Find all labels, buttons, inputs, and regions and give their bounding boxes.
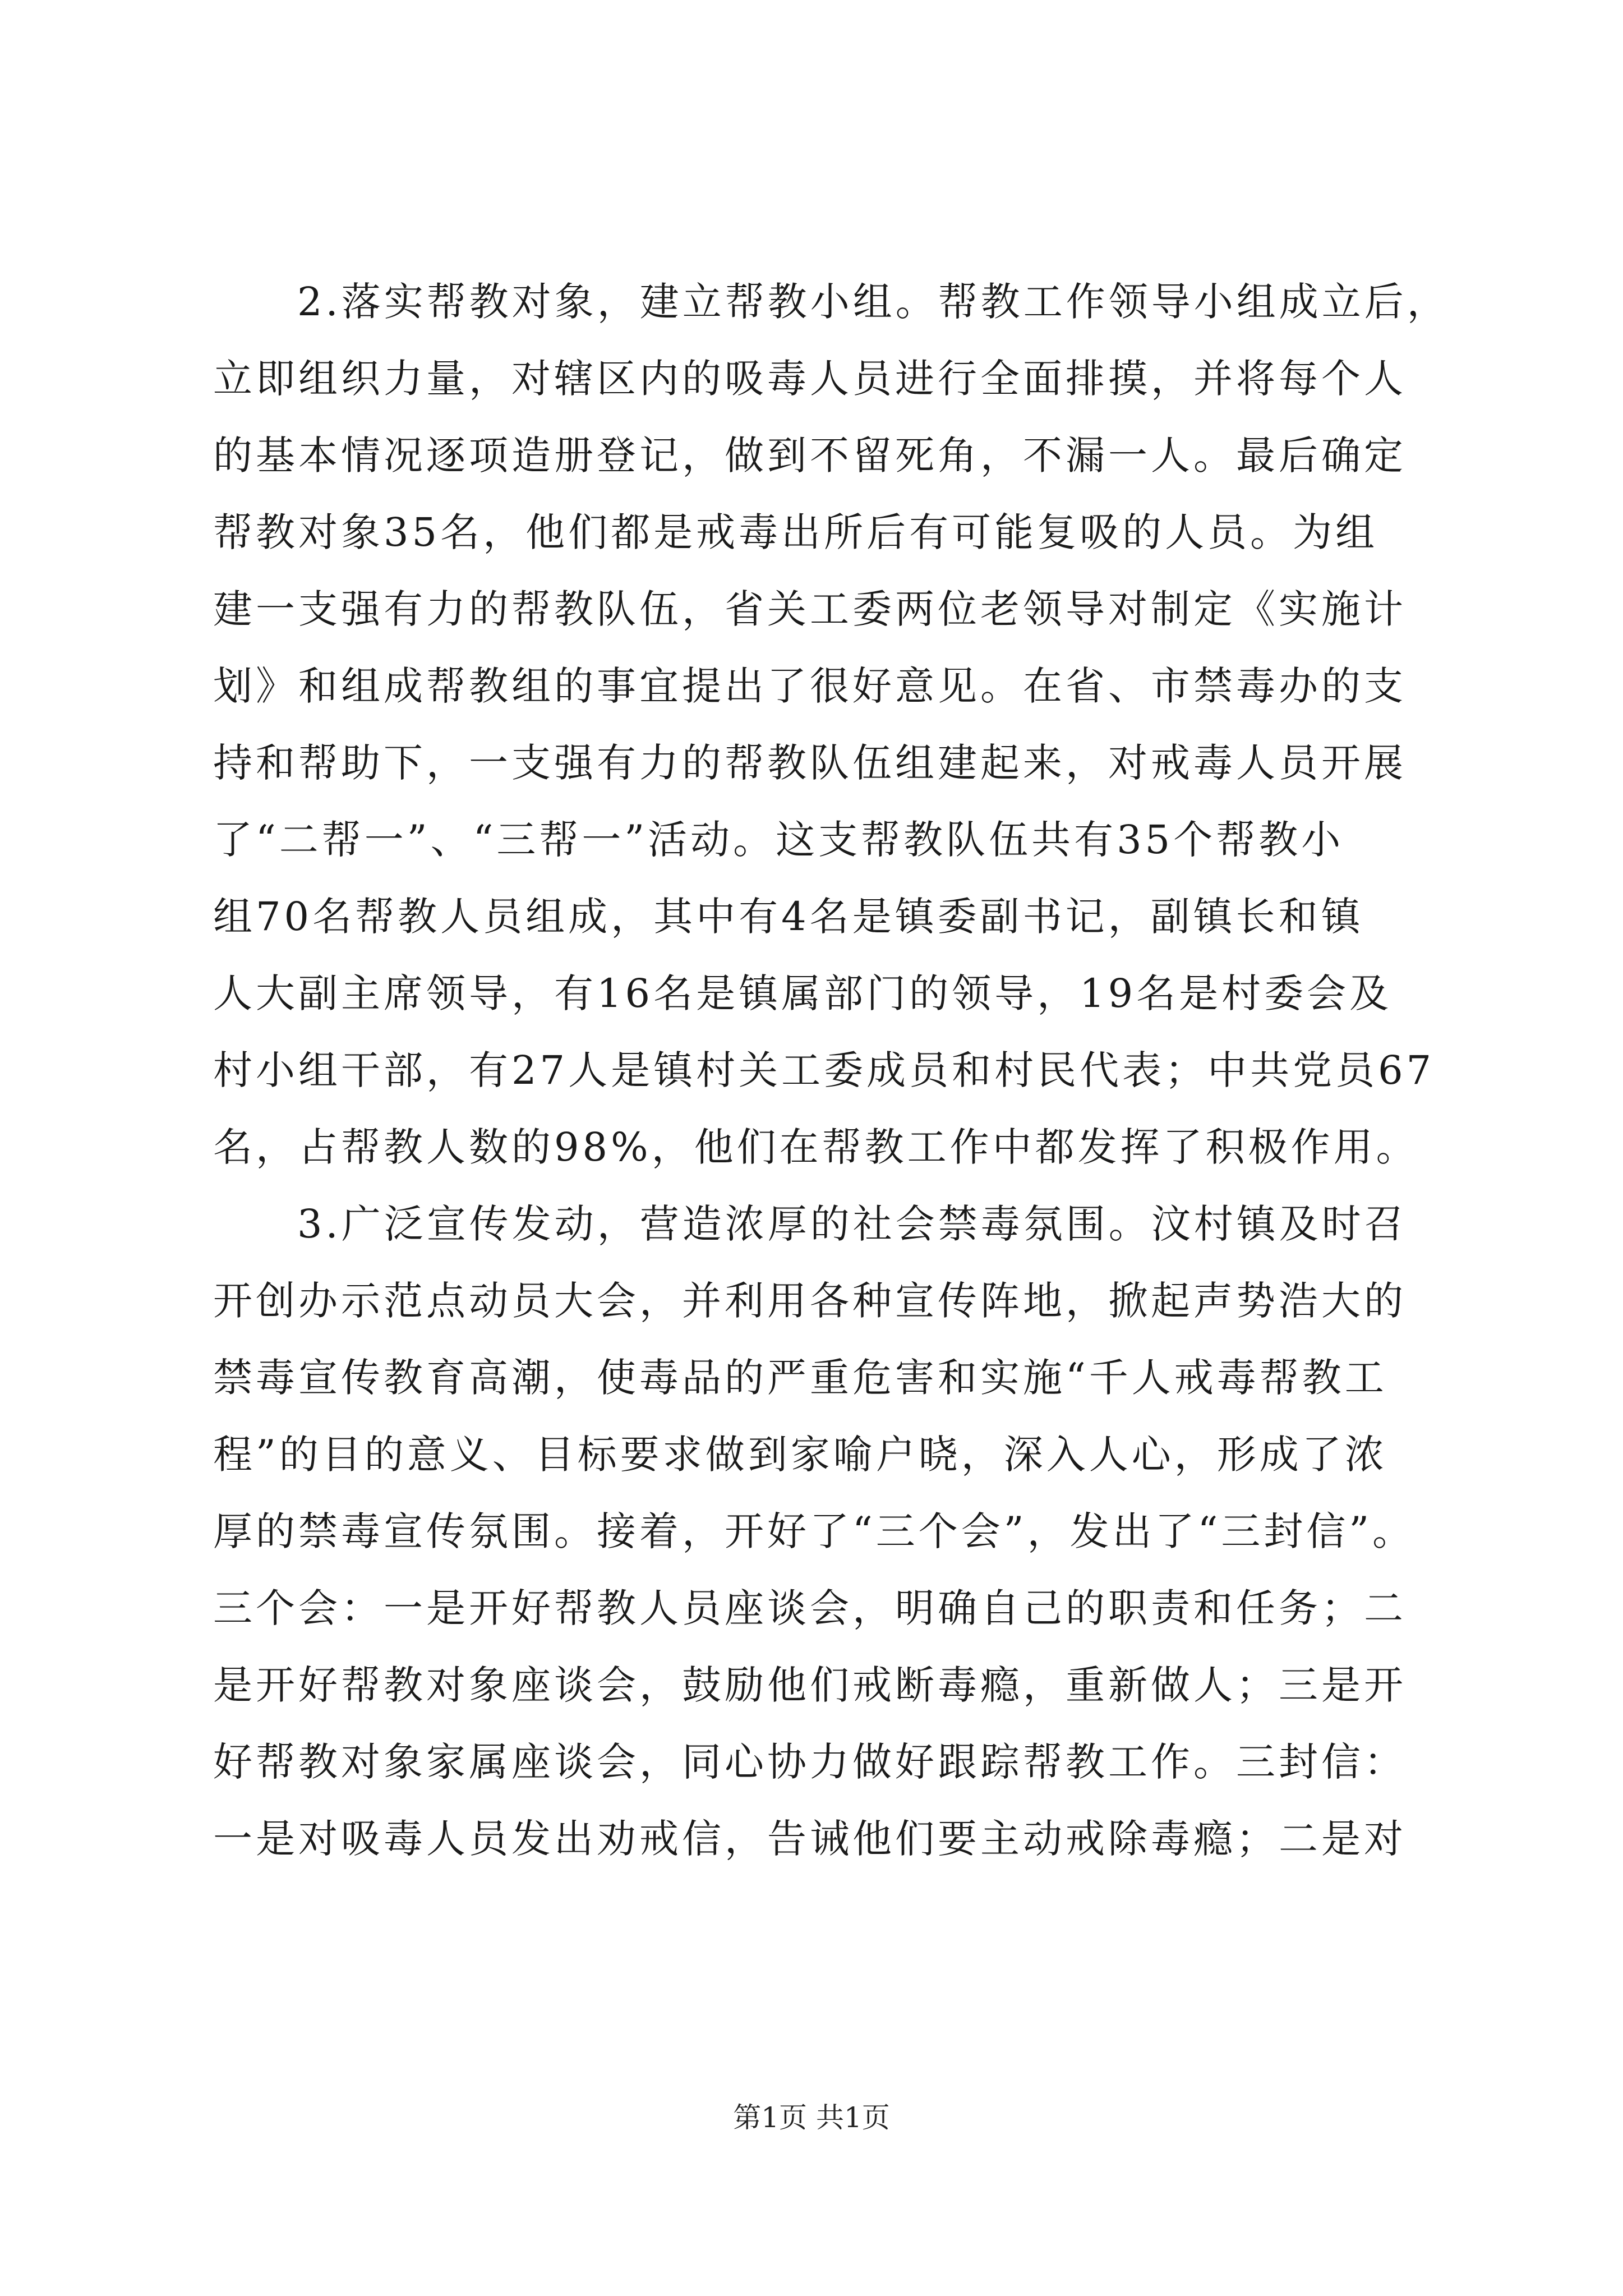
paragraph-line: 的基本情况逐项造册登记，做到不留死角，不漏一人。最后确定: [213, 432, 1407, 478]
paragraph-line: 一是对吸毒人员发出劝戒信，告诫他们要主动戒除毒瘾；二是对: [213, 1816, 1407, 1862]
paragraph-line: 好帮教对象家属座谈会，同心协力做好跟踪帮教工作。三封信：: [213, 1739, 1407, 1785]
page-number: 第1页 共1页: [733, 2101, 890, 2134]
paragraph-3: [213, 1186, 1424, 1878]
paragraph-line: 划》和组成帮教组的事宜提出了很好意见。在省、市禁毒办的支: [213, 663, 1407, 709]
paragraph-line: 名，占帮教人数的98%，他们在帮教工作中都发挥了积极作用。: [213, 1124, 1419, 1170]
paragraph-line: 是开好帮教对象座谈会，鼓励他们戒断毒瘾，重新做人；三是开: [213, 1662, 1407, 1708]
paragraph-line: 帮教对象35名，他们都是戒毒出所后有可能复吸的人员。为组: [213, 509, 1378, 555]
paragraph-line: 立即组织力量，对辖区内的吸毒人员进行全面排摸，并将每个人: [213, 356, 1407, 402]
paragraph-line: 组70名帮教人员组成，其中有4名是镇委副书记，副镇长和镇: [213, 894, 1364, 940]
paragraph-line: 禁毒宣传教育高潮，使毒品的严重危害和实施“千人戒毒帮教工: [213, 1355, 1387, 1401]
paragraph-line: 开创办示范点动员大会，并利用各种宣传阵地，掀起声势浩大的: [213, 1278, 1407, 1324]
paragraph-line: 村小组干部，有27人是镇村关工委成员和村民代表；中共党员67: [213, 1047, 1435, 1093]
paragraph-line: 持和帮助下，一支强有力的帮教队伍组建起来，对戒毒人员开展: [213, 740, 1407, 786]
paragraph-line: 建一支强有力的帮教队伍，省关工委两位老领导对制定《实施计: [213, 586, 1407, 632]
paragraph-2: [213, 264, 1450, 1186]
paragraph-line: 3.广泛宣传发动，营造浓厚的社会禁毒氛围。汶村镇及时召: [297, 1201, 1407, 1247]
paragraph-line: 人大副主席领导，有16名是镇属部门的领导，19名是村委会及: [213, 970, 1393, 1016]
paragraph-line: 2.落实帮教对象，建立帮教小组。帮教工作领导小组成立后，: [297, 279, 1450, 325]
paragraph-line: 厚的禁毒宣传氛围。接着，开好了“三个会”，发出了“三封信”。: [213, 1508, 1415, 1554]
paragraph-line: 三个会：一是开好帮教人员座谈会，明确自己的职责和任务；二: [213, 1585, 1407, 1631]
paragraph-line: 了“二帮一”、“三帮一”活动。这支帮教队伍共有35个帮教小: [213, 817, 1344, 863]
document-body: [213, 264, 1450, 1878]
paragraph-line: 程”的目的意义、目标要求做到家喻户晓，深入人心，形成了浓: [213, 1432, 1387, 1478]
page-footer: [0, 2098, 1623, 2137]
